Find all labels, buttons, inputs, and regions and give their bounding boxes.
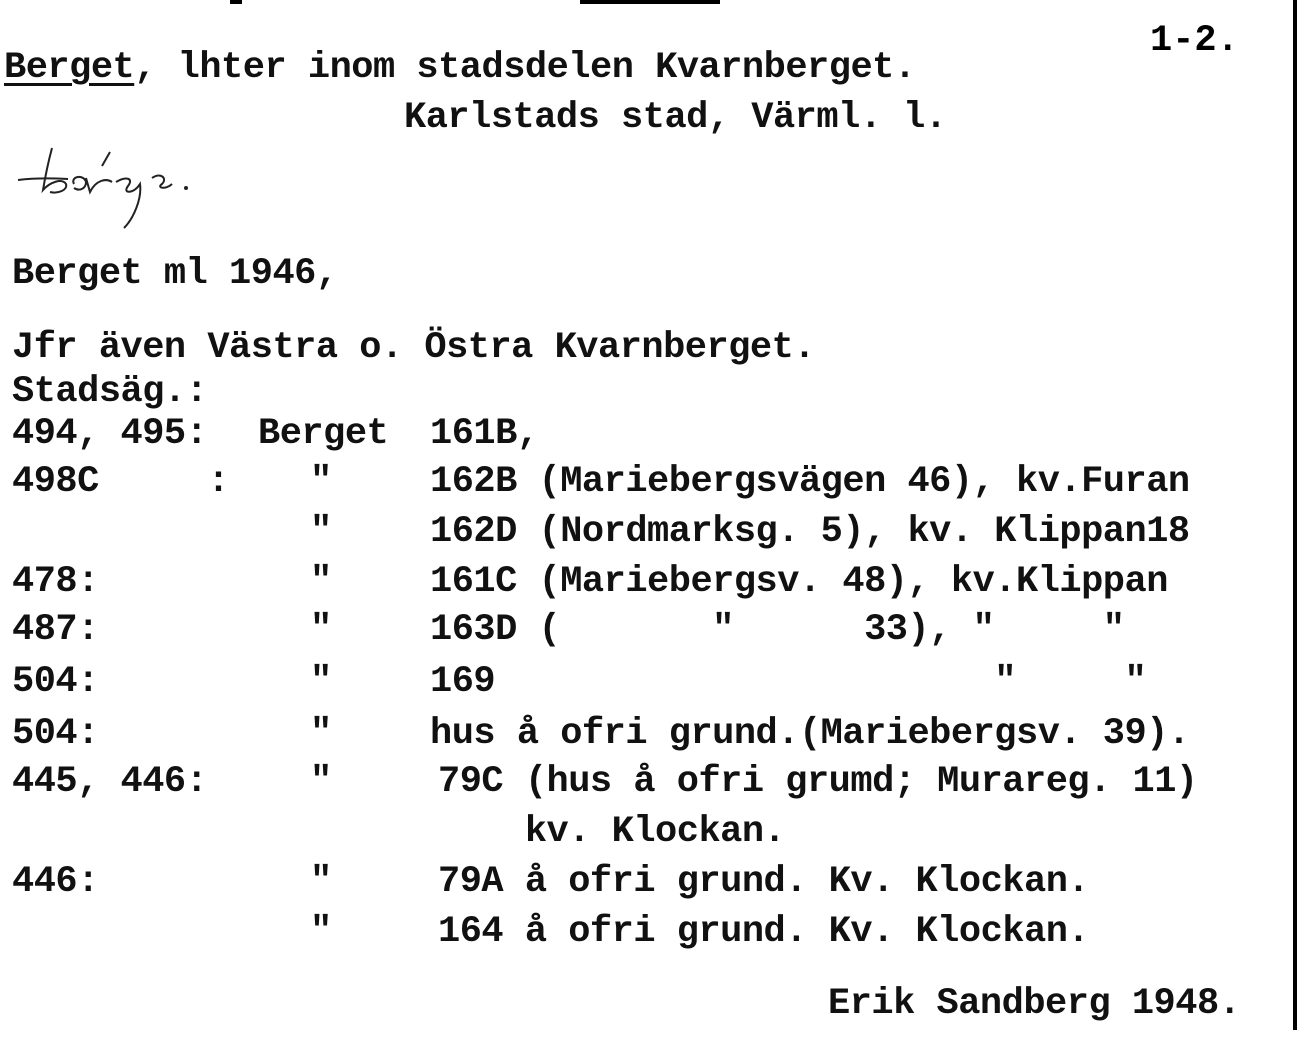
entry-ditto: " <box>310 661 332 703</box>
entry-row <box>0 762 1302 806</box>
entry-text: 164 å ofri grund. Kv. Klockan. <box>438 911 1090 953</box>
handwritten-note <box>10 138 270 238</box>
entry-ditto: " <box>310 561 332 603</box>
entry-row <box>0 562 1302 606</box>
see-also-line: Jfr även Västra o. Östra Kvarnberget. <box>12 327 816 369</box>
entry-text: 161B, <box>430 413 539 455</box>
entry-row <box>0 662 1302 706</box>
entry-text: 161C (Mariebergsv. 48), kv.Klippan <box>430 561 1168 603</box>
entry-row <box>0 714 1302 758</box>
entry-text: 163D ( " 33), " " <box>430 609 1125 651</box>
entry-ditto: " <box>310 861 332 903</box>
header-name: Berget <box>4 47 135 89</box>
entry-text: 169 " " <box>430 661 1147 703</box>
entry-row <box>0 414 1302 458</box>
entry-number: 504: <box>12 661 99 703</box>
entry-text: 79A å ofri grund. Kv. Klockan. <box>438 861 1090 903</box>
entry-number: 487: <box>12 609 99 651</box>
svg-text:bärja.: bärja. <box>10 138 14 139</box>
top-mark <box>230 0 242 4</box>
entry-number: 498C : <box>12 461 230 503</box>
signature: Erik Sandberg 1948. <box>828 983 1241 1025</box>
entry-text: hus å ofri grund.(Mariebergsv. 39). <box>430 713 1190 755</box>
entry-number: 445, 446: <box>12 761 208 803</box>
ml-line: Berget ml 1946, <box>12 253 338 295</box>
entry-row <box>0 912 1302 956</box>
entry-number: 478: <box>12 561 99 603</box>
stadsag-label: Stadsäg.: <box>12 371 208 413</box>
header-line-1 <box>4 48 916 88</box>
entry-text: 79C (hus å ofri grumd; Murareg. 11) <box>438 761 1198 803</box>
entry-number: 446: <box>12 861 99 903</box>
header-line-2: Karlstads stad, Värml. l. <box>404 97 947 139</box>
entry-ditto: " <box>310 461 332 503</box>
entry-number: 494, 495: <box>12 413 208 455</box>
entry-row <box>0 862 1302 906</box>
entry-text: kv. Klockan. <box>438 811 786 853</box>
page-number: 1-2. <box>1150 20 1239 62</box>
entry-ditto: " <box>310 761 332 803</box>
entry-row <box>0 462 1302 506</box>
entry-place: Berget <box>258 413 389 455</box>
entry-text: 162D (Nordmarksg. 5), kv. Klippan18 <box>430 511 1190 553</box>
entry-row <box>0 812 1302 856</box>
entry-row <box>0 512 1302 556</box>
entry-number: 504: <box>12 713 99 755</box>
entry-ditto: " <box>310 511 332 553</box>
entry-text: 162B (Mariebergsvägen 46), kv.Furan <box>430 461 1190 503</box>
entry-row <box>0 610 1302 654</box>
entry-ditto: " <box>310 713 332 755</box>
top-mark <box>580 0 720 4</box>
entry-ditto: " <box>310 609 332 651</box>
header-rest: , lhter inom stadsdelen Kvarnberget. <box>134 47 916 89</box>
entry-ditto: " <box>310 911 332 953</box>
